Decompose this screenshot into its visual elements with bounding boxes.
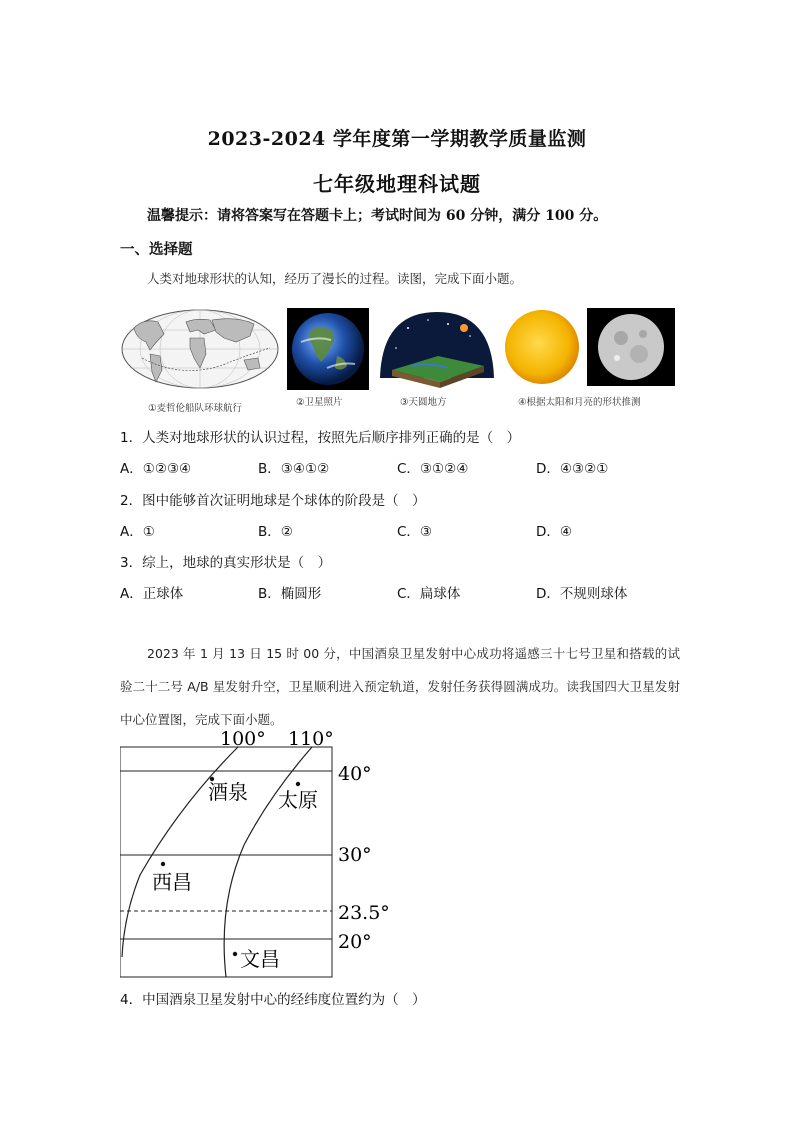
- caption-2: ②卫星照片: [296, 397, 343, 408]
- q3-option-a: A．正球体: [120, 586, 184, 602]
- section2-intro: 2023 年 1 月 13 日 15 时 00 分，中国酒泉卫星发射中心成功将遥感三十七号卫星和搭载的试验二十二号 A/B 星发射升空，卫星顺利进入预定轨道，发射任务获得圆满成功。读我国四大卫星发射中心位置图，完成下面小题。: [120, 646, 680, 727]
- question-3: 3．综上，地球的真实形状是（ ）: [120, 555, 332, 571]
- xichang-dot: [161, 862, 165, 866]
- q2-option-d: D．④: [536, 524, 572, 540]
- q2-option-a: A．①: [120, 524, 155, 540]
- place-xichang: 西昌: [152, 870, 192, 894]
- wenchang-dot: [233, 952, 237, 956]
- place-jiuquan: 酒泉: [208, 780, 248, 804]
- caption-1: ①麦哲伦船队环球航行: [148, 403, 243, 414]
- q3-option-b: B．椭圆形: [258, 586, 322, 602]
- lat-label-20: 20°: [338, 931, 372, 953]
- q2-option-c: C．③: [397, 524, 433, 540]
- q1-option-d: D．④③②①: [536, 461, 609, 477]
- world-map-image: [120, 308, 280, 390]
- question-4: 4．中国酒泉卫星发射中心的经纬度位置约为（ ）: [120, 992, 426, 1008]
- question-2: 2．图中能够首次证明地球是个球体的阶段是（ ）: [120, 493, 426, 509]
- caption-3: ③天圆地方: [400, 397, 447, 408]
- sun-image: [497, 308, 587, 386]
- lon-label-100: 100°: [220, 728, 266, 750]
- launch-center-map: [120, 725, 400, 989]
- lat-label-30: 30°: [338, 844, 372, 866]
- q3-option-d: D．不规则球体: [536, 586, 628, 602]
- q1-option-c: C．③①②④: [397, 461, 469, 477]
- exam-tip: 温馨提示：请将答案写在答题卡上；考试时间为 60 分钟，满分 100 分。: [147, 208, 608, 224]
- caption-4: ④根据太阳和月亮的形状推测: [518, 397, 641, 408]
- section-title: 一、选择题: [120, 241, 193, 258]
- exam-title: 2023-2024 学年度第一学期教学质量监测: [207, 128, 587, 150]
- round-sky-image: [378, 308, 496, 390]
- place-taiyuan: 太原: [278, 788, 318, 812]
- earth-shape-figure: [120, 308, 680, 414]
- section1-intro: 人类对地球形状的认知，经历了漫长的过程。读图，完成下面小题。: [147, 271, 523, 286]
- lat-label-23-5: 23.5°: [338, 902, 390, 924]
- lat-label-40: 40°: [338, 763, 372, 785]
- q1-option-b: B．③④①②: [258, 461, 330, 477]
- q1-option-a: A．①②③④: [120, 461, 192, 477]
- moon-image: [587, 308, 675, 386]
- q2-option-b: B．②: [258, 524, 293, 540]
- exam-subtitle: 七年级地理科试题: [313, 172, 481, 196]
- taiyuan-dot: [296, 782, 300, 786]
- q3-option-c: C．扁球体: [397, 586, 461, 602]
- question-1: 1．人类对地球形状的认识过程，按照先后顺序排列正确的是（ ）: [120, 430, 521, 446]
- satellite-photo-image: [287, 308, 369, 390]
- lon-label-110: 110°: [288, 728, 334, 750]
- place-wenchang: 文昌: [240, 947, 280, 971]
